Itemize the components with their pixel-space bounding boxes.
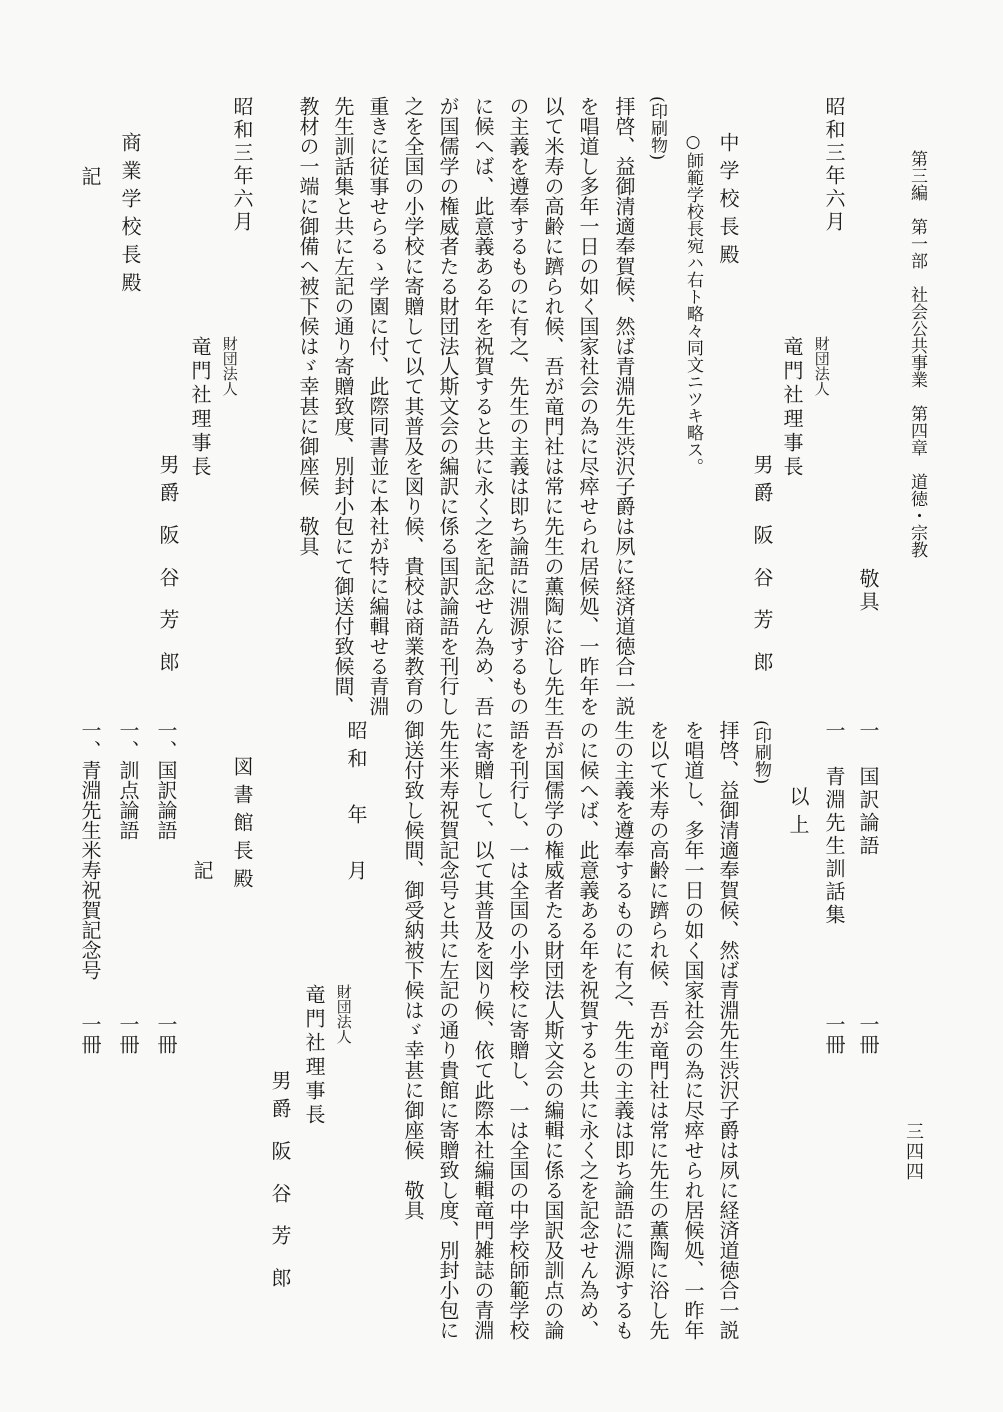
- item-name: 一、青淵先生米寿祝賀記念号: [78, 720, 102, 980]
- letter2-mark: (印刷物): [647, 96, 667, 161]
- closing-keigu: 敬具: [856, 568, 880, 614]
- item-name: 一、国訳論語: [154, 720, 178, 840]
- letter3-line: 語を刊行し、一は全国の小学校に寄贈し、一は全国の中学校師範学校: [506, 720, 530, 1340]
- letter2-sender: 男爵 阪 谷 芳 郎: [156, 454, 180, 680]
- letter2-date: 昭和三年六月: [230, 96, 254, 234]
- letter2-line: 教材の一端に御備へ被下候はゞ幸甚に御座候 敬具: [296, 96, 320, 556]
- letter2-line: 重きに従事せらるゝ学園に付、此際同書並に本社が特に編輯せる青淵: [366, 96, 390, 716]
- letter3-line: 先生米寿祝賀記念号と共に左記の通り貴館に寄贈致し度、別封小包に: [436, 720, 460, 1340]
- item-qty: 一冊: [116, 1014, 140, 1054]
- ki-marker: 記: [190, 860, 214, 880]
- letter2-line: が国儒学の権威者たる財団法人斯文会の編訳に係る国訳論語を刊行し: [436, 96, 460, 716]
- letter2-line: の主義を遵奉するものに有之、先生の主義は即ち論語に淵源するもの: [506, 96, 530, 716]
- letter1-addressee: 中学校長殿: [716, 132, 740, 272]
- ki-marker: 記: [78, 166, 102, 186]
- letter1-sender: 男爵 阪 谷 芳 郎: [750, 454, 774, 680]
- letter3-sender-title: [300, 984, 351, 1128]
- letter2-line: 拝啓、益御清適奉賀候、然ば青淵先生渋沢子爵は夙に経済道徳合一説: [612, 96, 636, 716]
- letter3-mark: (印刷物): [751, 720, 771, 785]
- letter3-addressee: 図書館長殿: [230, 756, 254, 896]
- item-qty: 一冊: [856, 1014, 880, 1054]
- page-number: 三四四: [903, 1122, 924, 1182]
- letter2-line: に候へば、此意義ある年を祝賀すると共に永く之を記念せん為め、吾: [471, 96, 495, 716]
- zaidan-hojin: 財団法人: [220, 336, 239, 396]
- zaidan-hojin: 財団法人: [334, 984, 353, 1044]
- item-qty: 一冊: [822, 1014, 846, 1054]
- letter3-line: のに候へば、此意義ある年を祝賀すると共に永く之を記念せん為め、: [576, 720, 600, 1340]
- ijo: 以上: [786, 786, 810, 842]
- letter1-sender-title: [778, 336, 829, 480]
- letter2-line: 之を全国の小学校に寄贈して以て其普及を図り候、貴校は商業教育の: [401, 96, 425, 716]
- item-qty: 一冊: [78, 1014, 102, 1054]
- letter2-addressee: 商業学校長殿: [118, 132, 142, 300]
- letter3-date: 昭和 年 月: [344, 720, 368, 888]
- letter2-line: 先生訓話集と共に左記の通り寄贈致度、別封小包にて御送付致候間、: [331, 96, 355, 716]
- letter3-line: を以て米寿の高齢に躋られ候、吾が竜門社は常に先生の薫陶に浴し先: [646, 720, 670, 1340]
- letter2-sender-title: [186, 336, 237, 480]
- item-qty: 一冊: [154, 1014, 178, 1054]
- zaidan-hojin: 財団法人: [812, 336, 831, 396]
- org-title: 竜門社理事長: [302, 984, 326, 1128]
- letter3-line: を唱道し、多年一日の如く国家社会の為に尽瘁せられ居候処、一昨年: [681, 720, 705, 1340]
- omission-note: ○師範学校長宛ハ右ト略々同文ニツキ略ス。: [683, 132, 703, 475]
- running-head: 第三編 第一部 社会公共事業 第四章 道徳・宗教: [907, 150, 927, 558]
- letter2-line: を唱道し多年一日の如く国家社会の為に尽瘁せられ居候処、一昨年を: [576, 96, 600, 716]
- letter3-line: 御送付致し候間、御受納被下候はゞ幸甚に御座候 敬具: [401, 720, 425, 1220]
- letter3-line: に寄贈して、以て其普及を図り候、依て此際本社編輯竜門雑誌の青淵: [471, 720, 495, 1340]
- item-name: 一、訓点論語: [116, 720, 140, 840]
- letter1-date: 昭和三年六月: [822, 96, 846, 234]
- org-title: 竜門社理事長: [188, 336, 212, 480]
- letter3-sender: 男爵 阪 谷 芳 郎: [268, 1070, 292, 1296]
- letter3-line: 拝啓、益御清適奉賀候、然ば青淵先生渋沢子爵は夙に経済道徳合一説: [716, 720, 740, 1340]
- item-name: 一 国訳論語: [856, 720, 880, 858]
- item-name: 一 青淵先生訓話集: [822, 720, 846, 927]
- letter2-line: 以て米寿の高齢に躋られ候、吾が竜門社は常に先生の薫陶に浴し先生: [541, 96, 565, 716]
- letter3-line: 吾が国儒学の権威者たる財団法人斯文会の編輯に係る国訳及訓点の論: [541, 720, 565, 1340]
- org-title: 竜門社理事長: [780, 336, 804, 480]
- letter3-line: 生の主義を遵奉するものに有之、先生の主義は即ち論語に淵源するも: [611, 720, 635, 1340]
